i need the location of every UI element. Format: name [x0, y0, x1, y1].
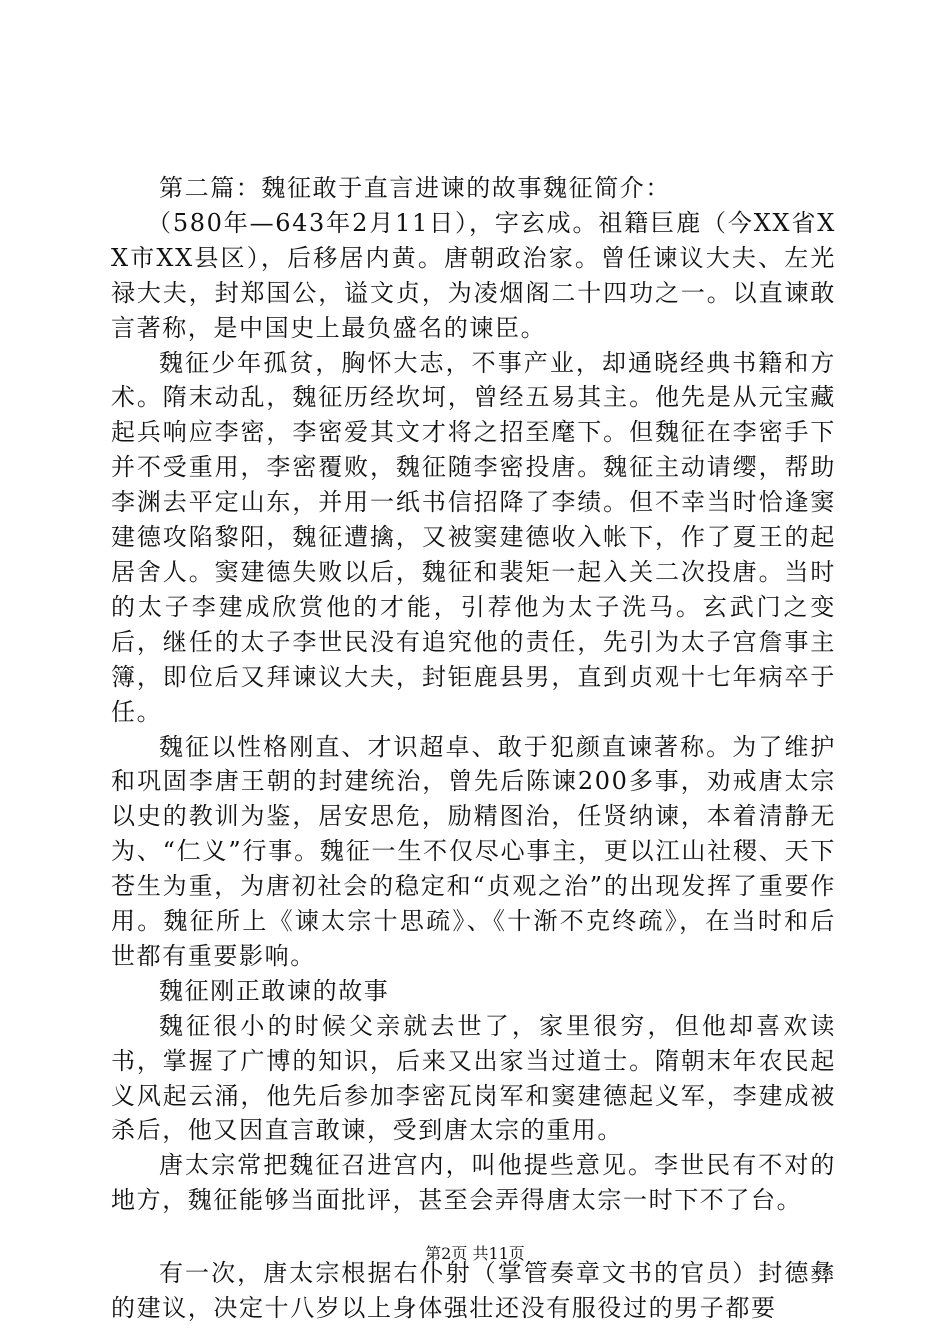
section-heading: 魏征刚正敢谏的故事	[159, 976, 390, 1005]
paragraph-title: 第二篇：魏征敢于直言进谏的故事魏征简介：	[159, 174, 671, 202]
paragraph-early-life: 魏征少年孤贫，胸怀大志，不事产业，却通晓经典书籍和方术。隋末动乱，魏征历经坎坷，曾经五易其主。他先是从元宝藏起兵响应李密，李密爱其文才将之招至麾下。但魏征在李密手下并不受重用，李密覆败，魏征随李密投唐。魏征主动请缨，帮助李渊去平定山东，并用一纸书信招降了李绩。但不幸当时恰逢窦建德攻陷黎阳，魏征遭擒，又被窦建德收入帐下，作了夏王的起居舍人。窦建德失败以后，魏征和裴矩一起入关二次投唐。当时的太子李建成欣赏他的才能，引荐他为太子洗马。玄武门之变后，继任的太子李世民没有追究他的责任，先引为太子宫詹事主簿，即位后又拜谏议大夫，封钜鹿县男，直到贞观十七年病卒于任。	[111, 348, 836, 726]
paragraph-intro: （580年—643年2月11日），字玄成。祖籍巨鹿（今XX省XX市XX县区），后移居内黄。唐朝政治家。曾任谏议大夫、左光禄大夫，封郑国公，谥文贞，为凌烟阁二十四功之一。以直谏敢言著称，是中国史上最负盛名的谏臣。	[111, 208, 836, 342]
paragraph-criticism: 唐太宗常把魏征召进宫内，叫他提些意见。李世民有不对的地方，魏征能够当面批评，甚至会弄得唐太宗一时下不了台。	[111, 1151, 836, 1215]
paragraph-story: 有一次，唐太宗根据右仆射（掌管奏章文书的官员）封德彝的建议，决定十八岁以上身体强壮还没有服役过的男子都要	[111, 1259, 836, 1323]
page-footer: 第2页 共11页	[425, 1244, 525, 1263]
paragraph-childhood: 魏征很小的时候父亲就去世了，家里很穷，但他却喜欢读书，掌握了广博的知识，后来又出家当过道士。隋朝末年农民起义风起云涌，他先后参加李密瓦岗军和窦建德起义军，李建成被杀后，他又因直言敢谏，受到唐太宗的重用。	[111, 1011, 836, 1145]
document-body	[111, 171, 836, 1326]
paragraph-character: 魏征以性格刚直、才识超卓、敢于犯颜直谏著称。为了维护和巩固李唐王朝的封建统治，曾先后陈谏200多事，劝戒唐太宗以史的教训为鉴，居安思危，励精图治，任贤纳谏，本着清静无为、“仁义”行事。魏征一生不仅尽心事主，更以江山社稷、天下苍生为重，为唐初社会的稳定和“贞观之治”的出现发挥了重要作用。魏征所上《谏太宗十思疏》、《十渐不克终疏》，在当时和后世都有重要影响。	[111, 732, 836, 970]
